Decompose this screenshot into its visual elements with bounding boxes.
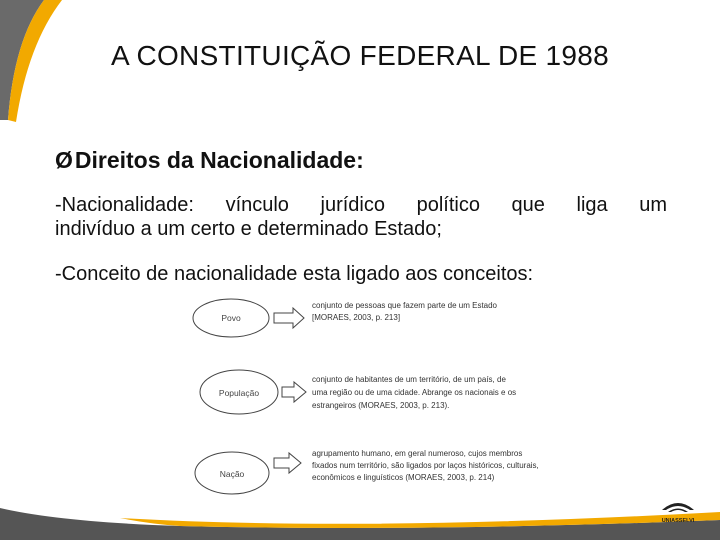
paragraph-2: -Conceito de nacionalidade esta ligado aos conceitos:: [55, 263, 534, 285]
diagram-item-nacao: [195, 449, 539, 494]
logo-text: UNIASSELVI: [661, 518, 695, 524]
diagram-item-populacao: [200, 370, 516, 414]
definition-line: uma região ou de uma cidade. Abrange os nacionais e os: [312, 388, 517, 397]
definition-line: [MORAES, 2003, p. 213]: [312, 313, 401, 322]
oval-label: Povo: [221, 313, 241, 323]
slide-title: A CONSTITUIÇÃO FEDERAL DE 1988: [110, 40, 610, 71]
definition-line: estrangeiros (MORAES, 2003, p. 213).: [312, 401, 450, 410]
diagram-item-povo: [193, 299, 498, 337]
arrow-right-icon: [282, 382, 306, 402]
oval-label: Nação: [219, 469, 245, 479]
oval-label: População: [218, 388, 260, 398]
arrow-bullet-icon: Ø: [55, 147, 73, 173]
definition-line: econômicos e linguísticos (MORAES, 2003, p. 214): [312, 473, 495, 482]
definition-line: fixados num território, são ligados por laços históricos, culturais,: [312, 461, 539, 470]
definition-line: agrupamento humano, em geral numeroso, cujos membros: [312, 449, 523, 458]
definition-line: conjunto de habitantes de um território, de um país, de: [312, 375, 506, 384]
heading-text: Direitos da Nacionalidade:: [74, 147, 364, 173]
arrow-right-icon: [274, 453, 301, 473]
paragraph-1-line-1: -Nacionalidade: vínculo jurídico político que liga um: [55, 194, 667, 216]
arrow-right-icon: [274, 308, 304, 328]
paragraph-1-line-2: indivíduo a um certo e determinado Estado;: [55, 218, 442, 240]
uniasselvi-logo: [656, 496, 700, 526]
definition-line: conjunto de pessoas que fazem parte de um Estado: [312, 301, 498, 310]
